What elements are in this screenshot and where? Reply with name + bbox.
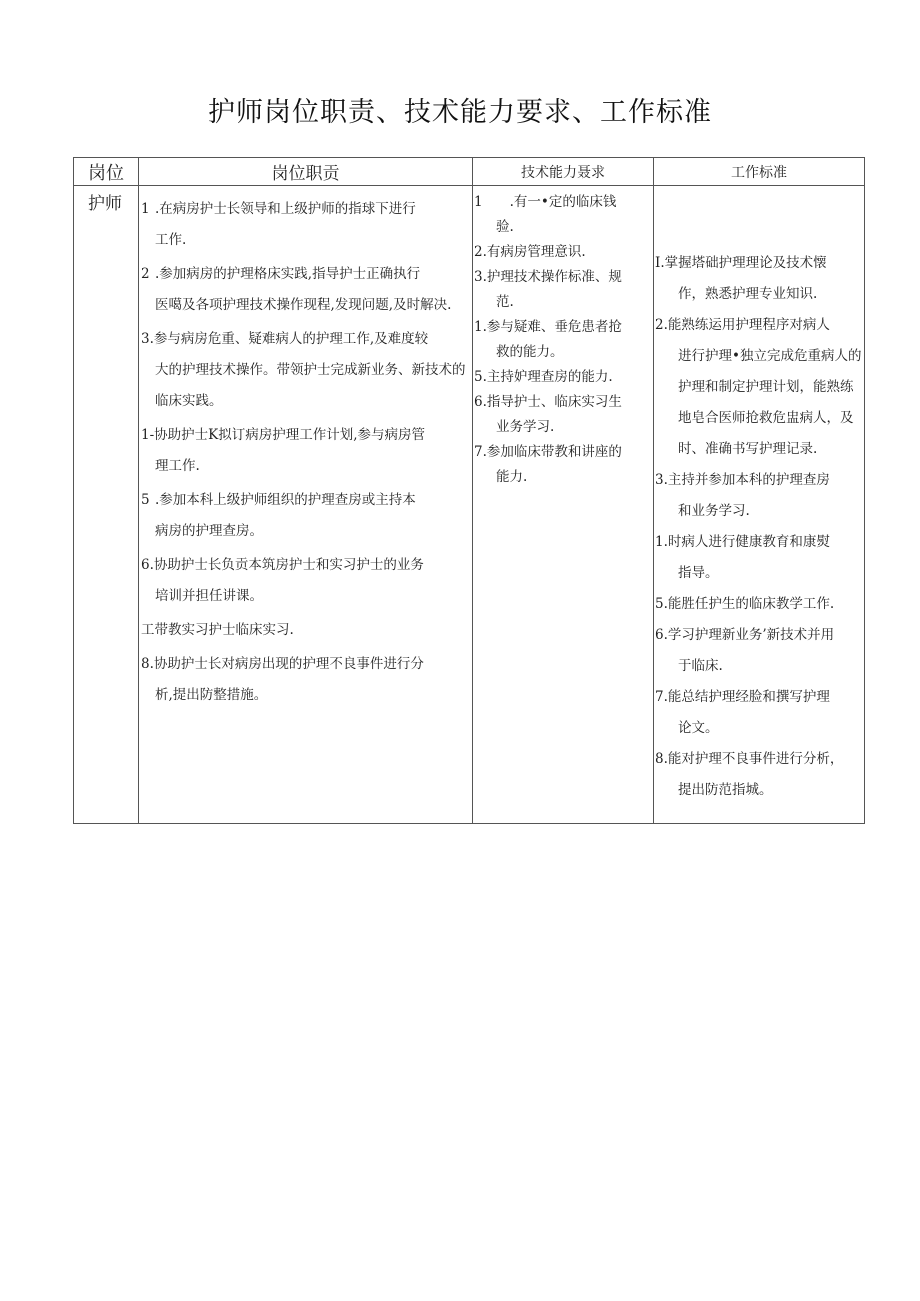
item-text — [655, 682, 864, 713]
list-item — [655, 527, 864, 589]
list-item — [474, 240, 653, 265]
item-continuation: 救的能力。 — [496, 344, 564, 360]
list-item — [474, 265, 653, 315]
list-item — [141, 194, 470, 256]
list-item — [474, 390, 653, 440]
item-text — [141, 194, 470, 225]
item-line: 6.学习护理新业务’新技术并用 — [655, 627, 835, 643]
item-line: 2.能熟练运用护理程序对病人 — [655, 317, 830, 333]
item-line: 2.有病房管理意识. — [474, 244, 586, 260]
item-line: 6.协助护士长负贡本筑房护士和实习护士的业务 — [141, 557, 424, 573]
item-continuation: 论文。 — [678, 720, 719, 736]
skills-list — [473, 186, 653, 490]
item-text — [655, 310, 864, 341]
item-line: 1.时病人进行健康教育和康熨 — [655, 534, 830, 550]
list-item — [141, 615, 470, 646]
item-text — [655, 620, 864, 651]
item-line: 3.参与病房危重、疑难病人的护理工作,及难度较 — [141, 331, 429, 347]
item-text — [141, 649, 470, 680]
item-continuation: 于临床. — [678, 658, 723, 674]
item-text — [655, 589, 864, 620]
list-item — [474, 440, 653, 490]
item-line: I.掌握塔础护理理论及技术懐 — [655, 255, 827, 271]
list-item — [655, 310, 864, 465]
item-continuation: 进行护理•独立完成危重病人的护理和制定护理计划，能熟练地皂合医师抢救危盅病人，及时、准确书写护理记录. — [678, 348, 862, 457]
item-text — [474, 265, 653, 290]
item-continuation: 指导。 — [678, 565, 719, 581]
header-row — [74, 158, 865, 186]
item-line: 3.护理技术操作标准、规 — [474, 269, 622, 285]
list-item — [474, 365, 653, 390]
item-text — [474, 440, 653, 465]
list-item — [141, 649, 470, 711]
item-text — [141, 550, 470, 581]
item-text — [474, 315, 653, 340]
item-continuation: 医噶及各项护理技术操作现程,发现问题,及时解决. — [155, 297, 452, 313]
item-line: 5.能胜任护生的临床教学工作. — [655, 596, 835, 612]
item-line: .在病房护士长领导和上级护师的指球下进行 — [155, 201, 416, 217]
item-line: 8.能对护理不良事件进行分析， — [655, 751, 844, 767]
item-line: 1 .有一•定的临床钱 — [474, 194, 617, 210]
list-item — [655, 744, 864, 806]
item-text — [655, 527, 864, 558]
item-continuation: 范. — [496, 294, 514, 310]
header-position: 岗位 — [74, 158, 139, 186]
item-continuation: 提出防范指城。 — [678, 782, 773, 798]
list-item — [141, 485, 470, 547]
item-continuation: 病房的护理查房。 — [155, 523, 263, 539]
skills-cell — [473, 186, 654, 824]
item-continuation: 培训并担任讲课。 — [155, 588, 263, 604]
page-title: 护师岗位职责、技术能力要求、工作标准 — [208, 97, 712, 128]
list-item — [141, 324, 470, 417]
list-item — [141, 259, 470, 321]
item-line: 3.主持并参加本科的护理查房 — [655, 472, 830, 488]
item-text — [474, 390, 653, 415]
item-text — [141, 259, 470, 290]
list-item — [655, 589, 864, 620]
item-text — [655, 248, 864, 279]
list-item — [141, 550, 470, 612]
list-item — [474, 315, 653, 365]
item-text — [474, 365, 653, 390]
standards-cell — [654, 186, 865, 824]
item-continuation: 业务学习. — [496, 419, 555, 435]
list-item — [474, 190, 653, 240]
item-text — [655, 744, 864, 775]
item-line: 7.能总结护理经脸和撰写护理 — [655, 689, 830, 705]
item-line: 1-协助护士K拟订病房护理工作计划,参与病房管 — [141, 427, 426, 443]
item-line: .参加病房的护理格床实践,指导护士正确执行 — [155, 266, 421, 282]
item-text — [141, 324, 470, 355]
item-line: 5.主持妒理查房的能力. — [474, 369, 613, 385]
list-item — [655, 682, 864, 744]
item-number: 1 — [141, 201, 159, 217]
header-standards: 工作标准 — [654, 158, 865, 186]
list-item — [655, 465, 864, 527]
item-number: 5 — [141, 492, 159, 508]
header-responsibilities: 岗位职贡 — [139, 158, 473, 186]
item-line: 7.参加临床带教和讲座的 — [474, 444, 622, 460]
item-text — [655, 465, 864, 496]
list-item — [655, 248, 864, 310]
list-item — [655, 620, 864, 682]
item-continuation: 工作. — [155, 232, 187, 248]
header-skills: 技术能力聂求 — [473, 158, 654, 186]
item-line: .参加本科上级护师组织的护理查房或主持本 — [155, 492, 416, 508]
item-text — [141, 420, 470, 451]
item-continuation: 大的护理技术操作。带领护士完成新业务、新技术的临床实践。 — [155, 362, 466, 409]
item-line: 工带教实习护士临床实习. — [141, 622, 294, 638]
item-text — [474, 240, 653, 265]
item-line: 6.指导护士、临床实习生 — [474, 394, 622, 410]
item-text — [141, 615, 470, 646]
list-item — [141, 420, 470, 482]
item-continuation: 验. — [496, 219, 514, 235]
item-continuation: 作，熟悉护理专业知识. — [678, 286, 818, 302]
item-continuation: 析,提出防整措施。 — [155, 687, 268, 703]
item-number: 2 — [141, 266, 159, 282]
item-continuation: 能力. — [496, 469, 528, 485]
position-cell: 护师 — [74, 186, 139, 824]
duty-table — [73, 157, 865, 824]
responsibilities-cell — [139, 186, 473, 824]
table-row — [74, 186, 865, 824]
item-continuation: 理工作. — [155, 458, 200, 474]
responsibilities-list — [139, 186, 472, 711]
item-text — [474, 190, 653, 215]
standards-list — [654, 186, 864, 806]
item-text — [141, 485, 470, 516]
item-line: 8.协助护士长对病房出现的护理不良事件进行分 — [141, 656, 424, 672]
item-line: 1.参与疑难、垂危患者抢 — [474, 319, 622, 335]
item-continuation: 和业务学习. — [678, 503, 750, 519]
